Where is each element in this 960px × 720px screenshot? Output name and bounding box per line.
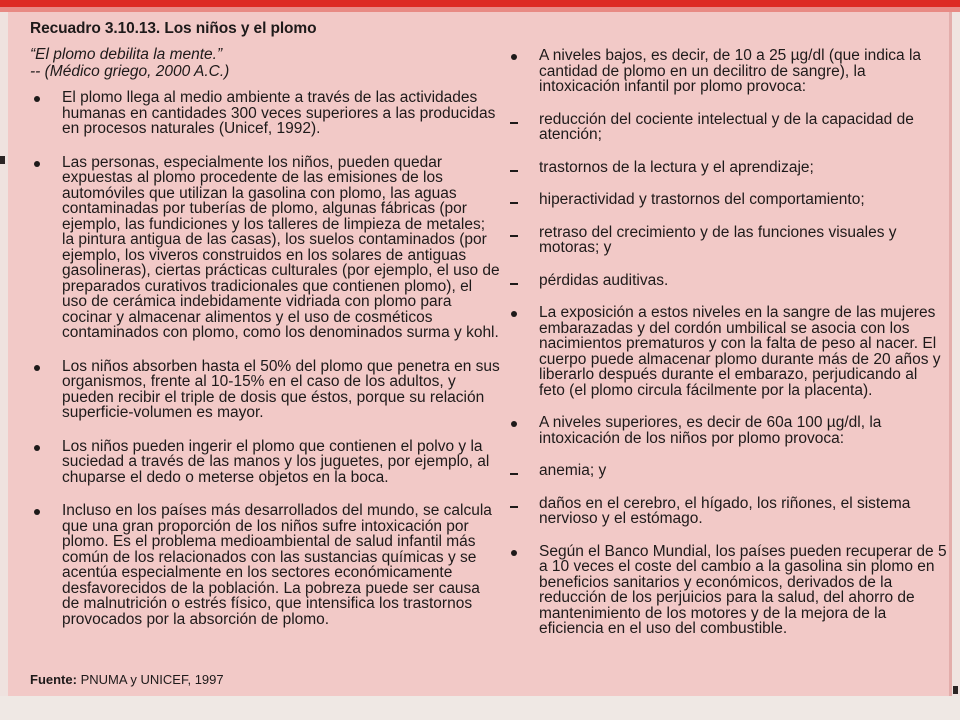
- dash-list-item: [507, 225, 947, 256]
- bullet-list-item: [507, 305, 947, 398]
- right-column: [507, 48, 947, 654]
- source-label: Fuente:: [30, 672, 77, 687]
- dash-marker: [510, 202, 518, 204]
- box-title: Recuadro 3.10.13. Los niños y el plomo: [30, 20, 317, 37]
- dash-list-item: [507, 192, 947, 208]
- list-item-text: Incluso en los países más desarrollados del mundo, se calcula que una gran proporción de los niños sufre intoxicación por plomo. Es el problema medioambiental de salud infantil más común de los relacionados con las sustancias químicas y se acentúa especialmente en los sectores económicamente desfavorecidos de la población. La pobreza puede ser causa de malnutrición o estrés físico, que intensifica los trastornos provocados por la absorción de plomo.: [62, 502, 492, 628]
- epigraph-quote: [30, 46, 229, 80]
- left-edge-mark: [0, 156, 5, 164]
- quote-text: “El plomo debilita la mente.”: [30, 46, 223, 63]
- right-page-margin: [952, 12, 960, 696]
- dash-marker: [510, 283, 518, 285]
- list-marker: [507, 48, 529, 64]
- dash-marker: [510, 473, 518, 475]
- bullet-list-item: [30, 359, 500, 421]
- list-marker: [507, 544, 529, 560]
- bullet-list-item: [30, 155, 500, 341]
- dash-list-item: [507, 463, 947, 479]
- list-item-text: Las personas, especialmente los niños, pueden quedar expuestas al plomo procedente de las emisiones de los automóviles que utilizan la gasolina con plomo, las aguas contaminadas por tuberías de plomo, algunas fábricas (por ejemplo, las fundiciones y los talleres de limpieza de metales; la pintura antigua de las casas), los suelos contaminados (por ejemplo, los viveros construidos en los solares de antiguas gasolineras), ciertas prácticas culturales (por ejemplo, el uso de preparados curativos tradicionales que contienen plomo), el uso de cerámica indebidamente vidriada con plomo para cocinar y almacenar alimentos y el uso de cosméticos contaminados con plomo, como los denominados surma y kohl.: [62, 153, 500, 341]
- dash-marker: [510, 122, 518, 124]
- top-red-border: [0, 0, 960, 7]
- bullet-marker: [34, 365, 40, 371]
- list-item-text: pérdidas auditivas.: [539, 271, 669, 289]
- list-marker: [507, 305, 529, 321]
- dash-marker: [510, 170, 518, 172]
- left-page-margin: [0, 12, 8, 720]
- bottom-page-margin: [0, 696, 960, 720]
- bullet-list-item: [507, 48, 947, 95]
- list-item-text: Los niños absorben hasta el 50% del plomo que penetra en sus organismos, frente al 10-15% en el caso de los adultos, y pueden recibir el triple de dosis que éstos, porque su relación superficie-volumen es mayor.: [62, 357, 500, 421]
- list-item-text: trastornos de la lectura y el aprendizaje;: [539, 158, 814, 176]
- list-marker: [507, 160, 529, 176]
- list-marker: [507, 225, 529, 241]
- bullet-list-item: [507, 544, 947, 637]
- bullet-marker: [34, 96, 40, 102]
- list-marker: [507, 463, 529, 479]
- bullet-marker: [511, 550, 517, 556]
- dash-list-item: [507, 160, 947, 176]
- list-marker: [30, 90, 52, 106]
- bullet-list-item: [507, 415, 947, 446]
- list-item-text: Según el Banco Mundial, los países pueden recuperar de 5 a 10 veces el coste del cambio a la gasolina sin plomo en beneficios sanitarios y económicos, derivados de la reducción de los perjuicios para la salud, del ahorro de mantenimiento de los motores y de la mejora de la eficiencia en el uso del combustible.: [539, 542, 947, 637]
- bullet-list-item: [30, 439, 500, 486]
- dash-list-item: [507, 496, 947, 527]
- bullet-marker: [511, 311, 517, 317]
- bullet-list-item: [30, 90, 500, 137]
- dash-marker: [510, 235, 518, 237]
- dash-marker: [510, 506, 518, 508]
- list-marker: [507, 112, 529, 128]
- list-marker: [507, 273, 529, 289]
- bullet-list-item: [30, 503, 500, 627]
- dash-list-item: [507, 112, 947, 143]
- right-edge-mark: [953, 686, 958, 694]
- bullet-marker: [34, 161, 40, 167]
- list-item-text: A niveles superiores, es decir de 60a 100 µg/dl, la intoxicación de los niños por plomo provoca:: [539, 414, 882, 447]
- list-marker: [30, 359, 52, 375]
- list-marker: [507, 415, 529, 431]
- list-marker: [30, 155, 52, 171]
- list-item-text: retraso del crecimiento y de las funciones visuales y motoras; y: [539, 223, 897, 256]
- source-text: PNUMA y UNICEF, 1997: [80, 672, 224, 687]
- list-item-text: Los niños pueden ingerir el plomo que contienen el polvo y la suciedad a través de las manos y los juguetes, por ejemplo, al chuparse el dedo o meterse objetos en la boca.: [62, 437, 490, 486]
- list-marker: [30, 503, 52, 519]
- list-item-text: El plomo llega al medio ambiente a través de las actividades humanas en cantidades 300 veces superiores a las producidas en procesos naturales (Unicef, 1992).: [62, 89, 496, 137]
- bullet-marker: [511, 54, 517, 60]
- list-item-text: anemia; y: [539, 462, 607, 479]
- list-marker: [30, 439, 52, 455]
- list-item-text: A niveles bajos, es decir, de 10 a 25 µg/dl (que indica la cantidad de plomo en un decilitro de sangre), la intoxicación infantil por plomo provoca:: [539, 47, 922, 95]
- list-item-text: daños en el cerebro, el hígado, los riñones, el sistema nervioso y el estómago.: [539, 494, 911, 527]
- source-note: [30, 672, 224, 687]
- list-marker: [507, 192, 529, 208]
- list-marker: [507, 496, 529, 512]
- list-item-text: La exposición a estos niveles en la sangre de las mujeres embarazadas y del cordón umbilical se asocia con los nacimientos prematuros y con la falta de peso al nacer. El cuerpo puede almacenar plomo durante más de 20 años y liberarlo después durante el embarazo, perjudicando al feto (el plomo circula fácilmente por la placenta).: [539, 304, 941, 399]
- bullet-marker: [34, 445, 40, 451]
- bullet-marker: [34, 509, 40, 515]
- list-item-text: reducción del cociente intelectual y de la capacidad de atención;: [539, 110, 914, 143]
- bullet-marker: [511, 421, 517, 427]
- left-column: [30, 90, 500, 645]
- list-item-text: hiperactividad y trastornos del comportamiento;: [539, 191, 865, 208]
- quote-attribution: -- (Médico griego, 2000 A.C.): [30, 63, 230, 80]
- dash-list-item: [507, 273, 947, 289]
